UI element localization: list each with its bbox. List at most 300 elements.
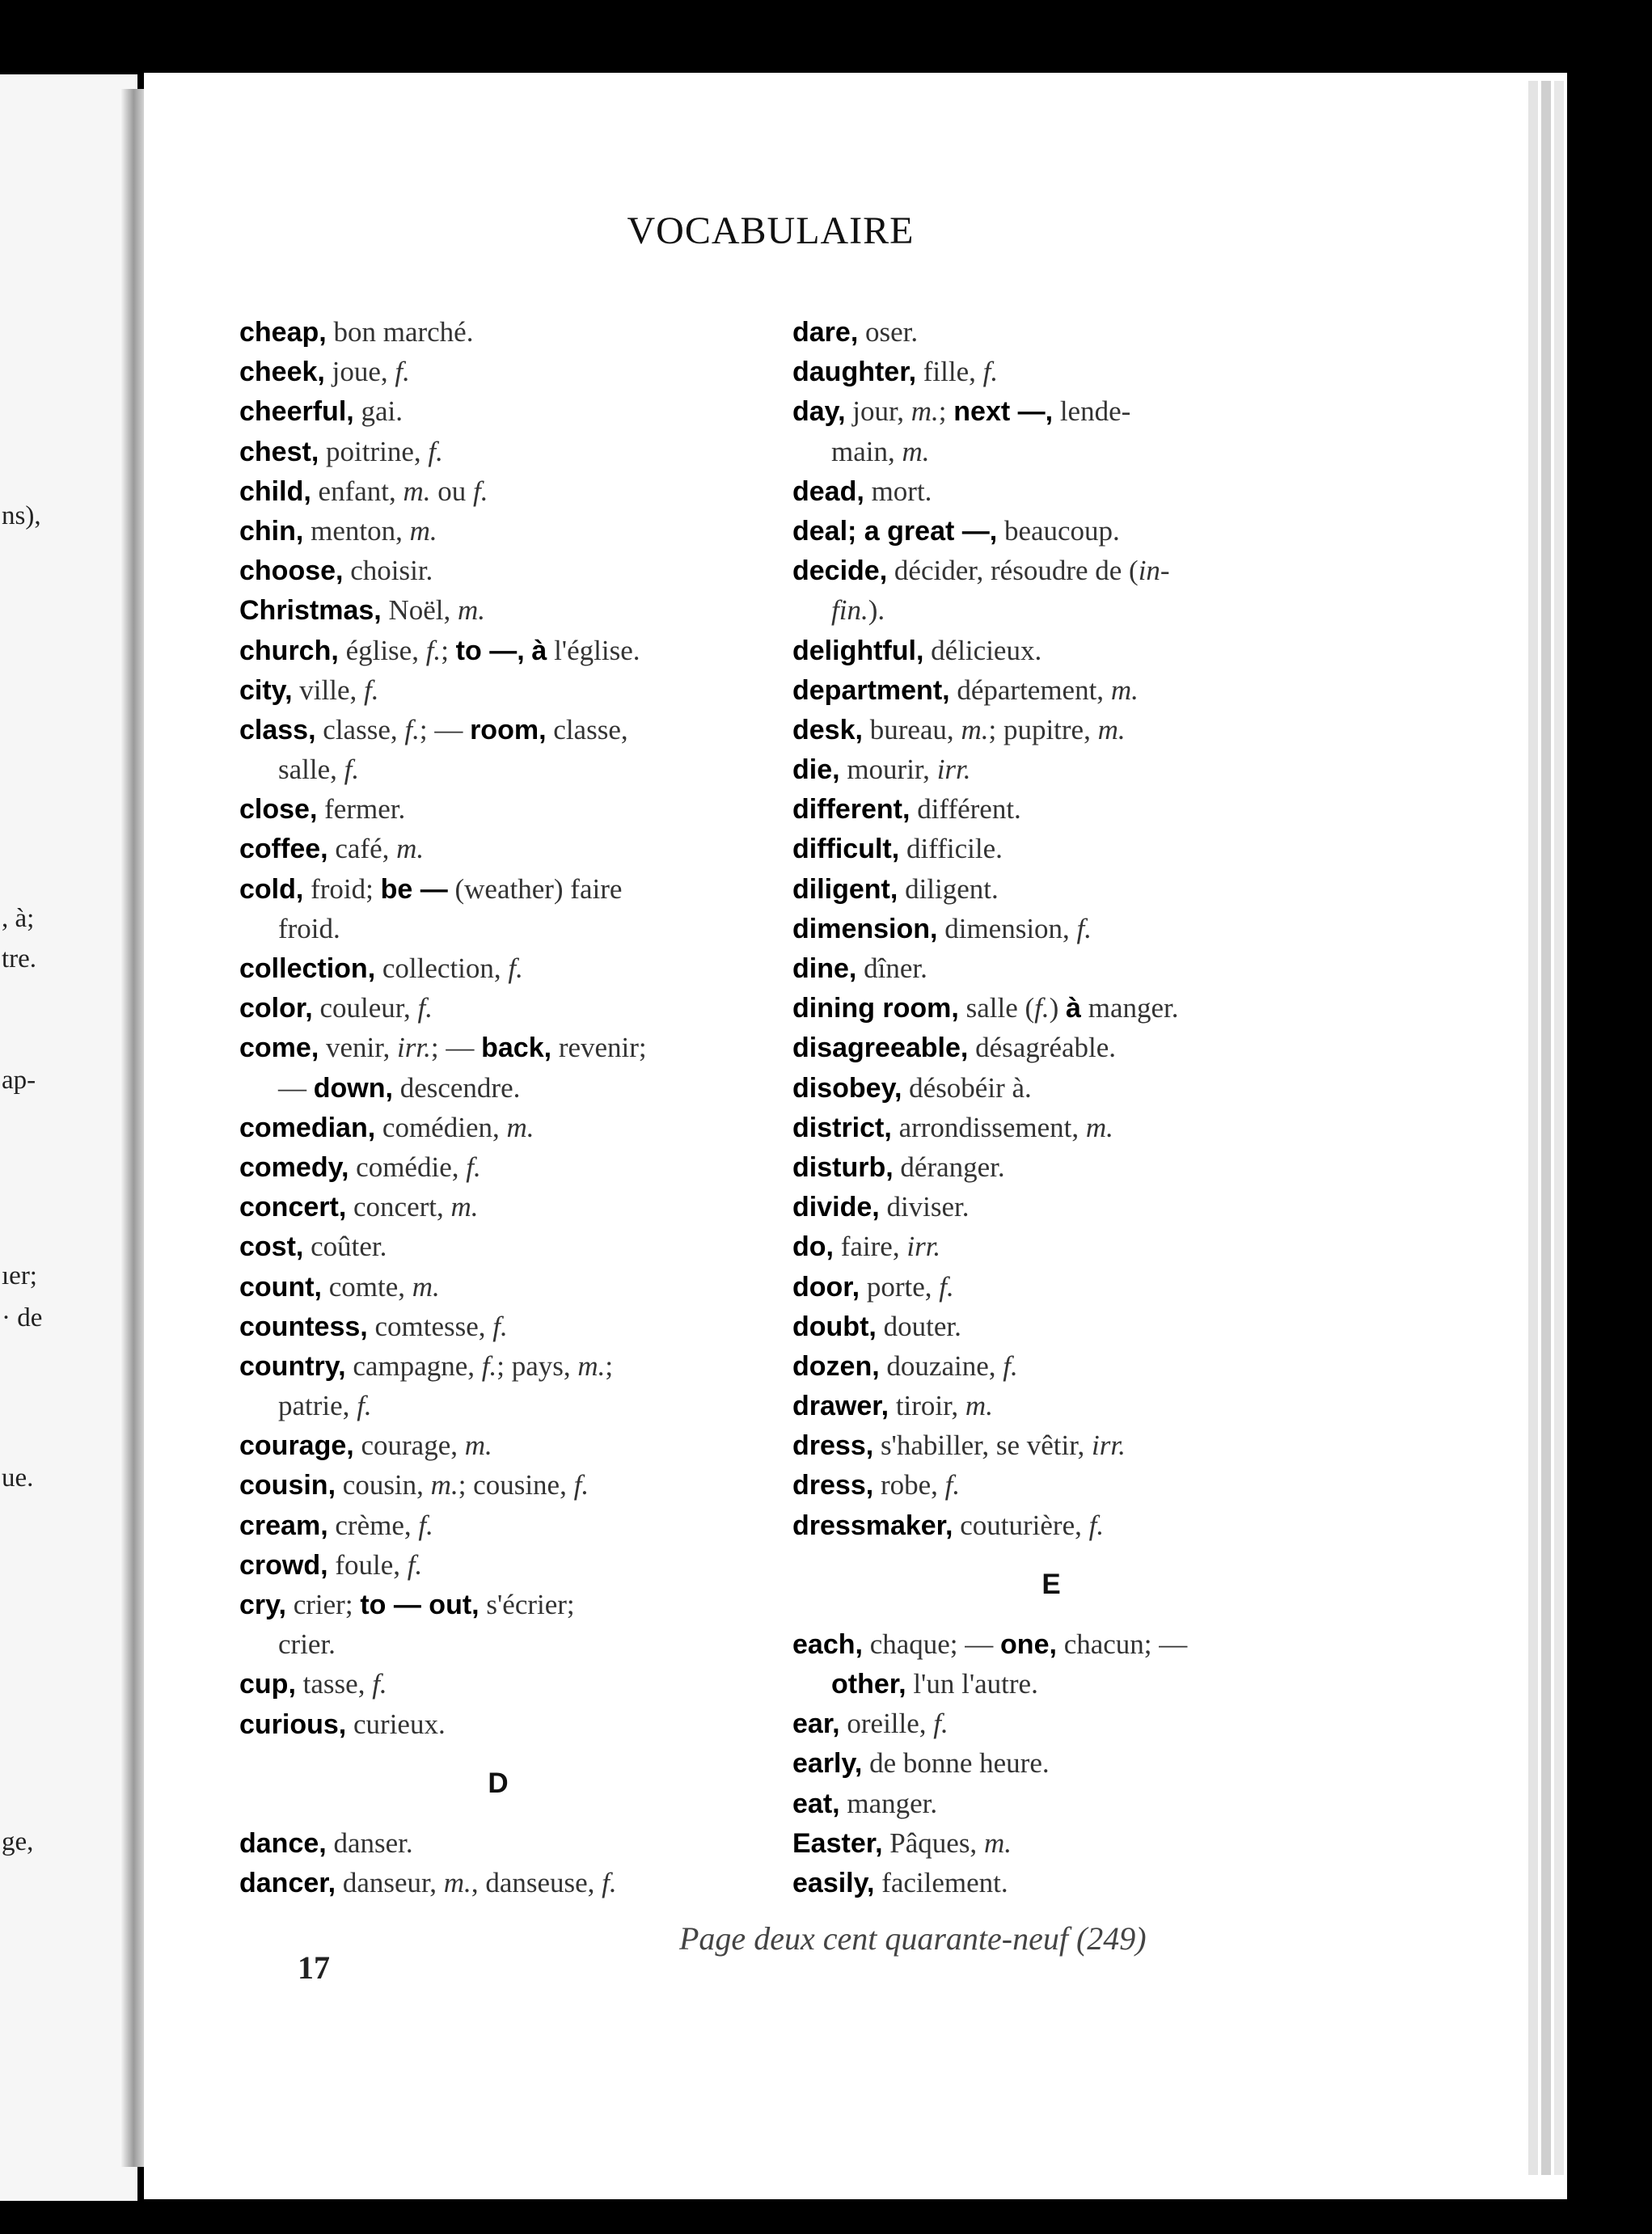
vocab-entry <box>239 1585 757 1624</box>
vocab-entry <box>792 1425 1310 1465</box>
definition-text: de bonne heure. <box>862 1747 1050 1780</box>
definition-text: église, <box>338 634 426 666</box>
headword: door, <box>792 1271 860 1303</box>
headword: close, <box>239 794 318 826</box>
vocab-entry <box>239 1506 757 1545</box>
headword: different, <box>792 794 911 826</box>
vocab-entry <box>792 511 1310 551</box>
headword: concert, <box>239 1192 347 1223</box>
definition-text: main, <box>831 435 902 467</box>
definition-text: campagne, <box>345 1349 482 1382</box>
vocab-entry <box>792 1386 1310 1425</box>
definition-text: coûter. <box>303 1231 387 1263</box>
definition-text: ; <box>441 634 456 666</box>
definition-text: crier; <box>285 1589 361 1620</box>
vocab-entry <box>239 631 757 670</box>
page-title: VOCABULAIRE <box>627 209 915 252</box>
grammar-abbrev: m. <box>983 1826 1012 1859</box>
vocab-entry <box>239 352 757 391</box>
headword: one, <box>1000 1628 1057 1660</box>
definition-text: ; — <box>430 1032 482 1064</box>
vocab-entry <box>239 432 757 471</box>
vocab-entry <box>792 1307 1310 1346</box>
headword: eat, <box>792 1788 840 1819</box>
headword: ear, <box>792 1708 840 1740</box>
definition-text: café, <box>327 833 397 865</box>
definition-text: ). <box>868 594 885 627</box>
headword: to — out, <box>360 1590 480 1620</box>
headword: church, <box>239 635 339 666</box>
headword: collection, <box>239 953 376 984</box>
definition-text: tiroir, <box>889 1390 965 1422</box>
vocab-entry <box>239 1545 757 1585</box>
definition-text: froid. <box>278 912 340 944</box>
headword: comedy, <box>239 1151 349 1183</box>
definition-text: revenir; <box>551 1032 647 1064</box>
headword: to —, <box>455 635 525 666</box>
vocab-entry <box>792 948 1310 988</box>
grammar-abbrev: f. <box>357 1390 372 1422</box>
definition-text: l'église. <box>547 634 640 666</box>
definition-text: courage, <box>353 1430 465 1462</box>
definition-text: désobéir à. <box>902 1071 1032 1104</box>
left-page <box>0 74 137 2201</box>
vocab-entry <box>239 869 757 909</box>
definition-text: difficile. <box>899 833 1003 865</box>
vocab-entry <box>239 1267 757 1307</box>
headword: cry, <box>239 1590 286 1620</box>
headword: courage, <box>239 1430 354 1462</box>
grammar-abbrev: m. <box>409 514 437 547</box>
headword: disagreeable, <box>792 1033 969 1064</box>
vocab-entry <box>792 1863 1310 1902</box>
grammar-abbrev: f. <box>363 674 379 706</box>
grammar-abbrev: f. <box>395 356 410 388</box>
definition-text: classe, <box>546 713 628 745</box>
headword: crowd, <box>239 1549 328 1581</box>
vocab-entry <box>792 710 1310 750</box>
headword: chin, <box>239 515 304 547</box>
headword: drawer, <box>792 1391 889 1422</box>
definition-text: comte, <box>321 1270 412 1303</box>
headword: à <box>531 635 547 666</box>
vocab-entry <box>239 988 757 1028</box>
definition-text: ou <box>430 475 474 507</box>
headword: other, <box>831 1669 906 1700</box>
definition-text: danseur, <box>336 1866 444 1898</box>
grammar-abbrev: m. <box>902 435 930 467</box>
headword: dine, <box>792 953 857 984</box>
vocab-entry <box>792 750 1310 789</box>
definition-text: curieux. <box>346 1708 446 1740</box>
headword: day, <box>792 396 846 428</box>
definition-text: comédie, <box>349 1151 467 1183</box>
vocab-entry <box>239 1664 757 1704</box>
page-edge <box>1528 81 1538 2175</box>
page-number-text: Page deux cent quarante-neuf (249) <box>679 1920 1147 1957</box>
grammar-abbrev: in- <box>1138 555 1170 587</box>
headword: easily, <box>792 1867 875 1898</box>
grammar-abbrev: f. <box>404 713 420 745</box>
grammar-abbrev: m. <box>464 1430 492 1462</box>
grammar-abbrev: f. <box>466 1151 481 1183</box>
vocab-entry <box>792 1108 1310 1147</box>
definition-text: couleur, <box>312 992 418 1024</box>
definition-text: salle ( <box>958 992 1035 1024</box>
definition-text: chacun; — <box>1056 1628 1188 1660</box>
vocab-entry <box>239 590 757 630</box>
headword: dining room, <box>792 993 959 1024</box>
definition-text: tasse, <box>295 1668 373 1700</box>
grammar-abbrev: f. <box>425 634 442 666</box>
grammar-abbrev: f. <box>508 952 523 984</box>
headword: cousin, <box>239 1470 336 1501</box>
definition-text: joue, <box>324 356 395 388</box>
grammar-abbrev: m. <box>412 1270 440 1303</box>
definition-text: comtesse, <box>367 1310 493 1342</box>
vocab-entry <box>239 312 757 352</box>
headword: cost, <box>239 1231 304 1263</box>
headword: cold, <box>239 873 304 905</box>
vocab-entry <box>792 1346 1310 1386</box>
headword: delightful, <box>792 635 924 666</box>
definition-text: menton, <box>303 514 410 547</box>
definition-text: ; cousine, <box>458 1469 574 1501</box>
vocab-entry <box>792 1624 1310 1664</box>
vocab-entry <box>239 948 757 988</box>
grammar-abbrev: f. <box>944 1469 961 1501</box>
grammar-abbrev: f. <box>1003 1349 1018 1382</box>
letter-heading: E <box>1041 1568 1061 1600</box>
headword: count, <box>239 1271 322 1303</box>
headword: disturb, <box>792 1151 894 1183</box>
definition-text: douzaine, <box>879 1349 1003 1382</box>
headword: dance, <box>239 1827 327 1859</box>
definition-text: venir, <box>319 1032 398 1064</box>
headword: decide, <box>792 555 888 587</box>
definition-text: comédien, <box>375 1111 507 1143</box>
definition-text: oreille, <box>839 1708 934 1740</box>
vocab-entry <box>792 869 1310 909</box>
headword: desk, <box>792 714 863 745</box>
grammar-abbrev: m. <box>506 1111 534 1143</box>
headword: country, <box>239 1350 346 1382</box>
vocab-entry <box>792 1267 1310 1307</box>
letter-heading: D <box>488 1767 509 1799</box>
headword: dozen, <box>792 1350 880 1382</box>
headword: dancer, <box>239 1867 336 1898</box>
vocab-entry <box>239 511 757 551</box>
definition-text: foule, <box>327 1548 408 1581</box>
vocab-entry <box>239 551 757 590</box>
vocab-entry <box>239 1028 757 1067</box>
vocab-entry <box>792 789 1310 829</box>
grammar-abbrev: f. <box>428 435 443 467</box>
headword: dress, <box>792 1430 874 1462</box>
headword: do, <box>792 1231 834 1263</box>
vocab-entry <box>239 1227 757 1266</box>
left-page-fragment: · de <box>2 1303 43 1332</box>
grammar-abbrev: f. <box>481 1349 497 1382</box>
headword: choose, <box>239 555 344 587</box>
definition-text: manger. <box>1080 992 1179 1024</box>
headword: child, <box>239 475 311 507</box>
grammar-abbrev: m. <box>911 395 939 428</box>
grammar-abbrev: m. <box>396 833 425 865</box>
definition-text: ; pays, <box>496 1349 578 1382</box>
definition-text: jour, <box>845 395 911 428</box>
grammar-abbrev: f. <box>344 754 360 786</box>
vocab-entry <box>792 1147 1310 1187</box>
grammar-abbrev: f. <box>473 475 488 507</box>
headword: curious, <box>239 1708 347 1740</box>
definition-text: concert, <box>346 1191 451 1223</box>
headword: diligent, <box>792 873 898 905</box>
definition-text: bon marché. <box>326 316 474 348</box>
definition-text: , danseuse, <box>471 1866 602 1898</box>
vocab-entry-continuation <box>239 909 757 948</box>
grammar-abbrev: f. <box>982 356 999 388</box>
vocab-entry <box>792 1068 1310 1108</box>
left-page-fragment: ap- <box>2 1066 36 1095</box>
grammar-abbrev: m. <box>450 1191 479 1223</box>
headword: coffee, <box>239 834 328 865</box>
definition-text: couturière, <box>953 1509 1089 1541</box>
definition-text: facilement. <box>874 1866 1008 1898</box>
definition-text: collection, <box>375 952 509 984</box>
definition-text: manger. <box>839 1787 938 1819</box>
left-page-fragment: ue. <box>2 1463 34 1493</box>
vocab-entry <box>792 1465 1310 1505</box>
grammar-abbrev: m. <box>965 1390 993 1422</box>
vocab-entry <box>239 1863 757 1902</box>
headword: countess, <box>239 1311 368 1342</box>
headword: cup, <box>239 1669 296 1700</box>
headword: daughter, <box>792 357 917 388</box>
grammar-abbrev: m. <box>1097 713 1126 745</box>
grammar-abbrev: f. <box>939 1270 954 1303</box>
headword: Easter, <box>792 1827 883 1859</box>
grammar-abbrev: f. <box>1088 1509 1105 1541</box>
definition-text: enfant, <box>311 475 403 507</box>
definition-text: s'écrier; <box>479 1589 575 1620</box>
definition-text: froid; <box>303 872 381 905</box>
vocab-entry <box>792 1506 1310 1545</box>
vocab-entry <box>792 631 1310 670</box>
definition-text: ; <box>938 395 954 428</box>
headword: doubt, <box>792 1311 877 1342</box>
definition-text: s'habiller, se vêtir, <box>873 1430 1092 1462</box>
vocab-entry <box>792 312 1310 352</box>
headword: disobey, <box>792 1072 902 1104</box>
vocab-entry-continuation <box>239 1386 757 1425</box>
vocab-entry <box>239 670 757 710</box>
vocab-entry-continuation <box>239 750 757 789</box>
headword: dress, <box>792 1470 874 1501</box>
vocab-entry <box>239 710 757 750</box>
definition-text: crème, <box>327 1509 419 1541</box>
definition-text: oser. <box>858 316 919 348</box>
grammar-abbrev: irr. <box>906 1231 941 1263</box>
grammar-abbrev: fin. <box>831 594 868 627</box>
grammar-abbrev: m. <box>430 1469 458 1501</box>
definition-text: crier. <box>278 1628 336 1661</box>
headword: come, <box>239 1033 319 1064</box>
vocab-entry-continuation <box>792 432 1310 471</box>
grammar-abbrev: m. <box>458 594 486 627</box>
definition-text: fille, <box>916 356 983 388</box>
grammar-abbrev: m. <box>961 713 989 745</box>
vocab-entry <box>239 829 757 868</box>
vocab-entry <box>239 391 757 431</box>
headword: cheap, <box>239 317 327 348</box>
definition-text: ; pupitre, <box>988 713 1098 745</box>
headword: city, <box>239 674 293 706</box>
page-edge <box>1554 81 1564 2175</box>
definition-text: dîner. <box>856 952 927 984</box>
definition-text: bureau, <box>862 713 961 745</box>
headword: room, <box>470 714 547 745</box>
vocab-entry <box>239 1704 757 1744</box>
definition-text: chaque; — <box>862 1628 1001 1660</box>
vocab-entry <box>239 1425 757 1465</box>
vocab-entry <box>239 1346 757 1386</box>
definition-text: mort. <box>864 475 932 507</box>
definition-text: décider, résoudre de ( <box>887 555 1139 587</box>
grammar-abbrev: f. <box>492 1310 508 1342</box>
vocab-entry <box>239 471 757 511</box>
grammar-abbrev: m. <box>443 1866 471 1898</box>
headword: be — <box>380 873 448 905</box>
left-page-fragment: , à; <box>2 904 35 933</box>
definition-text: patrie, <box>278 1390 357 1422</box>
headword: district, <box>792 1112 892 1143</box>
headword: deal; a great —, <box>792 515 998 547</box>
grammar-abbrev: f. <box>933 1708 949 1740</box>
grammar-abbrev: irr. <box>1092 1430 1126 1462</box>
definition-text: cousin, <box>336 1469 431 1501</box>
definition-text: délicieux. <box>923 634 1042 666</box>
vocab-entry <box>239 1465 757 1505</box>
headword: comedian, <box>239 1112 376 1143</box>
definition-text: Pâques, <box>882 1826 984 1859</box>
headword: early, <box>792 1748 863 1780</box>
vocab-entry <box>239 1108 757 1147</box>
vocab-entry <box>792 1704 1310 1743</box>
vocab-entry <box>792 1187 1310 1227</box>
headword: color, <box>239 993 313 1024</box>
definition-text: descendre. <box>392 1071 521 1104</box>
definition-text: gai. <box>353 395 403 428</box>
definition-text: (weather) faire <box>447 872 623 905</box>
headword: each, <box>792 1628 863 1660</box>
definition-text: douter. <box>876 1310 961 1342</box>
definition-text: l'un l'autre. <box>906 1668 1038 1700</box>
definition-text: — <box>278 1071 314 1104</box>
left-page-fragment: ıer; <box>2 1261 37 1290</box>
definition-text: déranger. <box>893 1151 1005 1183</box>
definition-text: salle, <box>278 754 344 786</box>
definition-text: dimension, <box>937 912 1077 944</box>
grammar-abbrev: f. <box>602 1866 617 1898</box>
definition-text: ville, <box>292 674 364 706</box>
vocab-entry <box>239 789 757 829</box>
vocab-entry <box>792 352 1310 391</box>
vocab-entry <box>792 1227 1310 1266</box>
page-edge <box>1541 81 1551 2175</box>
headword: back, <box>481 1033 552 1064</box>
definition-text: mourir, <box>839 754 937 786</box>
vocab-entry <box>239 1823 757 1863</box>
vocab-entry <box>792 471 1310 511</box>
grammar-abbrev: m. <box>577 1349 606 1382</box>
vocab-entry <box>239 1307 757 1346</box>
grammar-abbrev: f. <box>418 1509 433 1541</box>
definition-text: Noël, <box>381 594 458 627</box>
vocab-entry-continuation <box>792 1664 1310 1704</box>
grammar-abbrev: irr. <box>397 1032 431 1064</box>
grammar-abbrev: f. <box>407 1548 423 1581</box>
definition-text: poitrine, <box>319 435 429 467</box>
definition-text: ; <box>605 1349 614 1382</box>
definition-text: porte, <box>860 1270 940 1303</box>
definition-text: ) <box>1049 992 1067 1024</box>
definition-text: lende- <box>1053 395 1131 428</box>
headword: cream, <box>239 1510 328 1541</box>
vocab-entry-continuation <box>239 1624 757 1664</box>
vocab-column-left <box>239 312 757 1902</box>
headword: divide, <box>792 1192 880 1223</box>
vocab-entry <box>792 1784 1310 1823</box>
headword: cheek, <box>239 357 325 388</box>
vocab-entry <box>792 1028 1310 1067</box>
left-page-fragment: ns), <box>2 501 41 530</box>
grammar-abbrev: f. <box>1034 992 1050 1024</box>
definition-text: fermer. <box>317 793 406 826</box>
headword: cheerful, <box>239 396 354 428</box>
headword: dead, <box>792 475 864 507</box>
grammar-abbrev: f. <box>573 1469 589 1501</box>
definition-text: diligent. <box>898 872 999 905</box>
headword: dimension, <box>792 913 938 944</box>
headword: die, <box>792 754 840 786</box>
vocab-entry <box>239 1147 757 1187</box>
headword: down, <box>313 1072 393 1104</box>
grammar-abbrev: m. <box>1110 674 1139 706</box>
grammar-abbrev: f. <box>1076 912 1092 944</box>
vocab-entry <box>792 1823 1310 1863</box>
definition-text: désagréable. <box>968 1032 1117 1064</box>
grammar-abbrev: irr. <box>936 754 971 786</box>
headword: department, <box>792 674 950 706</box>
grammar-abbrev: f. <box>417 992 433 1024</box>
definition-text: beaucoup. <box>997 514 1120 547</box>
definition-text: département, <box>949 674 1111 706</box>
definition-text: faire, <box>833 1231 907 1263</box>
definition-text: robe, <box>873 1469 945 1501</box>
vocab-entry <box>792 829 1310 868</box>
grammar-abbrev: f. <box>372 1668 387 1700</box>
left-page-fragment: ge, <box>2 1827 34 1856</box>
grammar-abbrev: m. <box>1085 1111 1113 1143</box>
vocab-column-right <box>792 312 1310 1902</box>
definition-text: diviser. <box>879 1191 970 1223</box>
definition-text: ; — <box>419 713 471 745</box>
definition-text: choisir. <box>343 555 433 587</box>
vocab-entry <box>792 551 1310 590</box>
vocab-entry <box>792 988 1310 1028</box>
vocab-entry <box>792 1743 1310 1783</box>
